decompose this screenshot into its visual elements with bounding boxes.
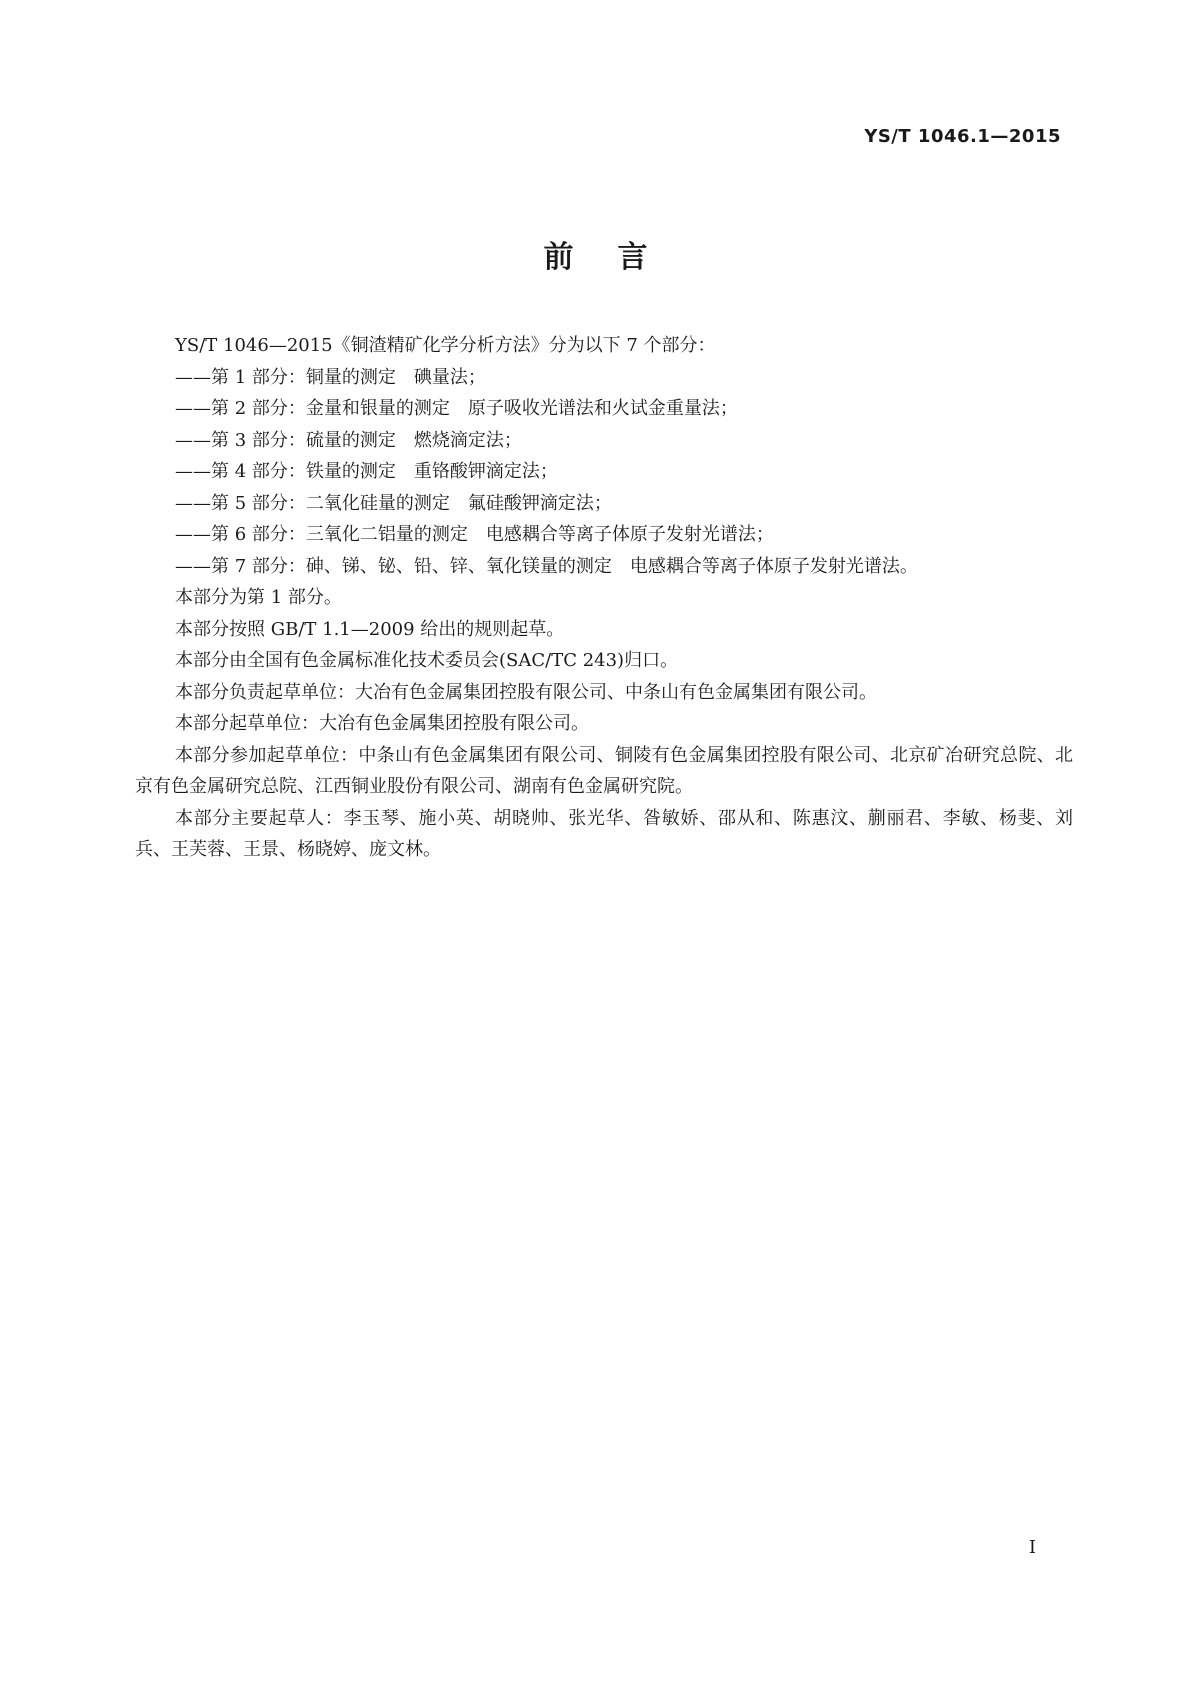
body-paragraph: 本部分起草单位：大冶有色金属集团控股有限公司。 [175,713,589,734]
standard-code: YS/T 1046.1—2015 [864,126,1061,147]
body-paragraph: 本部分由全国有色金属标准化技术委员会(SAC/TC 243)归口。 [175,650,679,671]
part-list-item: ——第 5 部分：二氧化硅量的测定 氟硅酸钾滴定法； [175,492,612,514]
part-list-item: ——第 1 部分：铜量的测定 碘量法； [175,366,486,388]
page-number: I [1028,1537,1036,1558]
part-list-item: ——第 6 部分：三氧化二铝量的测定 电感耦合等离子体原子发射光谱法； [175,524,774,545]
foreword-body [135,330,1073,866]
body-paragraph: 本部分按照 GB/T 1.1—2009 给出的规则起草。 [175,618,565,640]
intro-paragraph: YS/T 1046—2015《铜渣精矿化学分析方法》分为以下 7 个部分： [175,335,716,356]
body-paragraph: 本部分负责起草单位：大冶有色金属集团控股有限公司、中条山有色金属集团有限公司。 [175,681,877,703]
page-title: 前言 [543,240,692,275]
body-paragraph: 本部分主要起草人：李玉琴、施小英、胡晓帅、张光华、昝敏娇、邵从和、陈惠汶、蒯丽君、李敏、杨斐、刘兵、王芙蓉、王景、杨晓婷、庞文林。 [135,807,1073,860]
part-list-item: ——第 4 部分：铁量的测定 重铬酸钾滴定法； [175,461,558,482]
body-paragraph: 本部分参加起草单位：中条山有色金属集团有限公司、铜陵有色金属集团控股有限公司、北京矿冶研究总院、北京有色金属研究总院、江西铜业股份有限公司、湖南有色金属研究院。 [135,744,1073,797]
part-list-item: ——第 7 部分：砷、锑、铋、铅、锌、氧化镁量的测定 电感耦合等离子体原子发射光谱法。 [175,555,918,577]
body-paragraph: 本部分为第 1 部分。 [175,587,342,608]
part-list-item: ——第 2 部分：金量和银量的测定 原子吸收光谱法和火试金重量法； [175,398,738,419]
part-list-item: ——第 3 部分：硫量的测定 燃烧滴定法； [175,429,522,451]
